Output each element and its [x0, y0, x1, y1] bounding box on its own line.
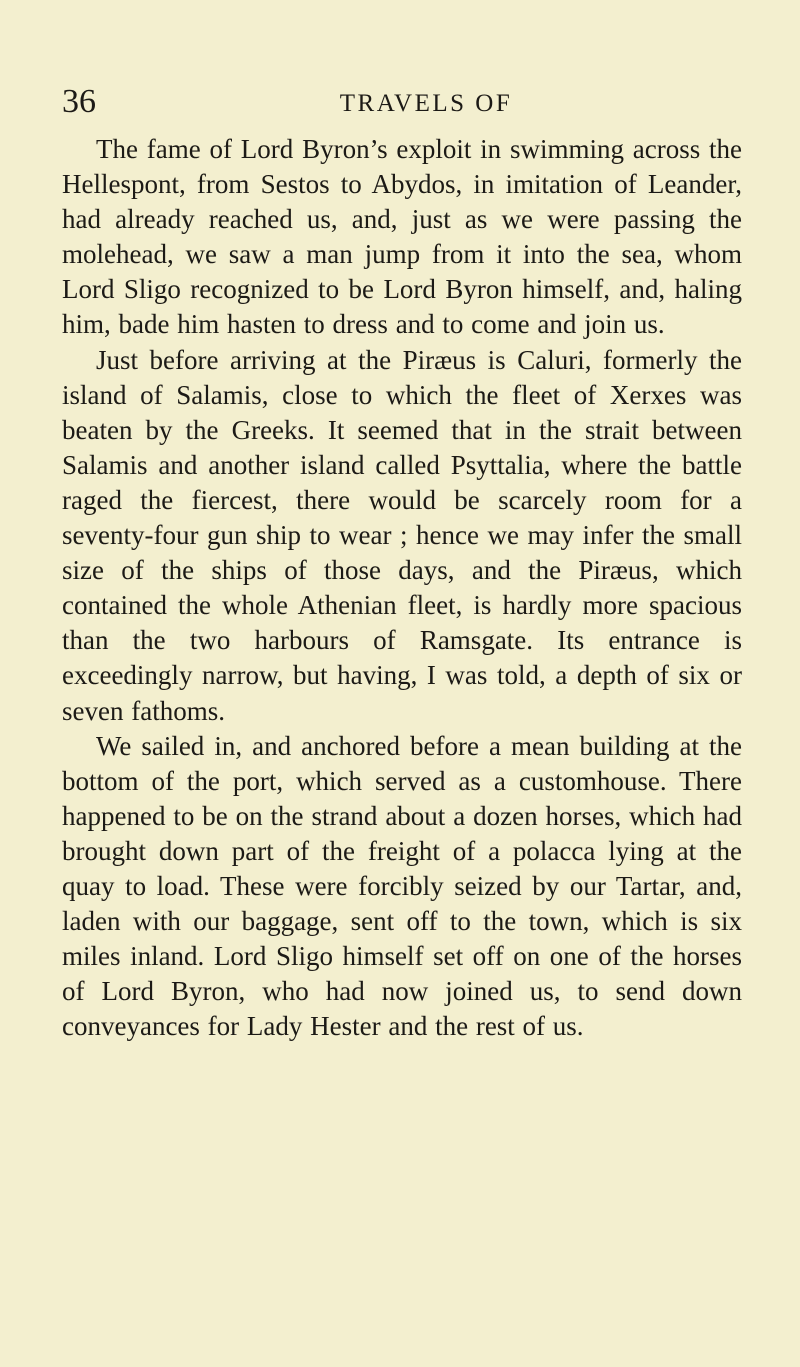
running-title: TRAVELS OF [339, 90, 513, 117]
paragraph: The fame of Lord Byron’s exploit in swimming across the Hellespont, from Sestos to Abydos, in imitation of Leander, had already reached us, and, just as we were passing the molehead, we saw a man jump from it into the sea, whom Lord Sligo recognized to be Lord Byron himself, and, haling him, bade him hasten to dress and to come and join us. [62, 134, 742, 340]
paragraph: We sailed in, and anchored before a mean building at the bottom of the port, which served as a customhouse. There happened to be on the strand about a dozen horses, which had brought down part of the freight of a polacca lying at the quay to load. These were forcibly seized by our Tartar, and, laden with our baggage, sent off to the town, which is six miles inland. Lord Sligo himself set off on one of the horses of Lord Byron, who had now joined us, to send down conveyances for Lady Hester and the rest of us. [62, 730, 742, 1042]
body-text [62, 132, 742, 1044]
running-head [62, 82, 740, 122]
paragraph: Just before arriving at the Piræus is Caluri, formerly the island of Salamis, close to which the fleet of Xerxes was beaten by the Greeks. It seemed that in the strait between Salamis and another island called Psyttalia, where the battle raged the fiercest, there would be scarcely room for a seventy-four gun ship to wear ; hence we may infer the small size of the ships of those days, and the Piræus, which contained the whole Athenian fleet, is hardly more spacious than the two harbours of Ramsgate. Its entrance is exceedingly narrow, but having, I was told, a depth of six or seven fathoms. [62, 344, 742, 726]
page-number: 36 [62, 83, 96, 120]
